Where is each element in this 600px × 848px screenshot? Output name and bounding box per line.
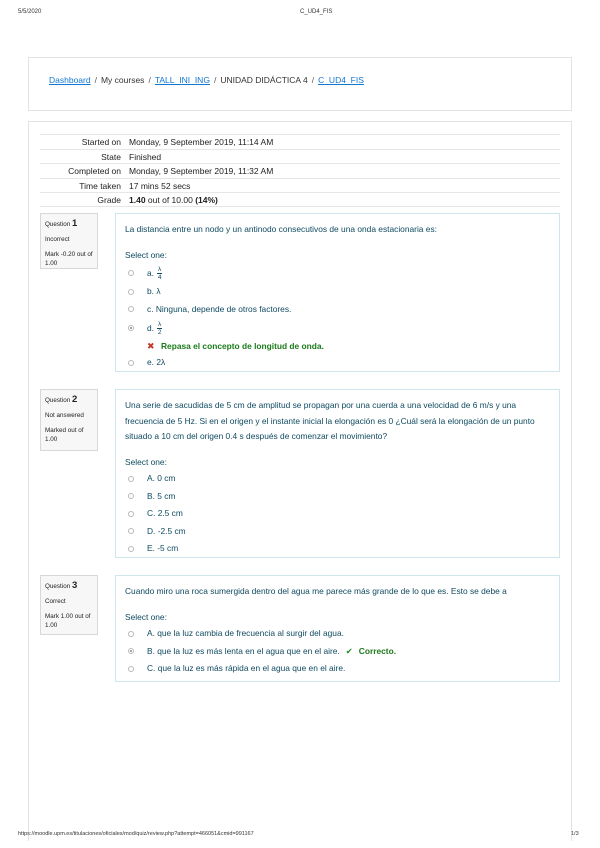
- radio-button-selected[interactable]: [128, 325, 134, 331]
- radio-button[interactable]: [128, 511, 134, 517]
- option-prefix: d.: [147, 323, 154, 334]
- question-label: Question: [45, 583, 71, 590]
- summary-row-started: [40, 134, 560, 149]
- summary-label: Started on: [81, 137, 121, 147]
- question-number-value: 3: [71, 580, 78, 591]
- option-text: D. -2.5 cm: [147, 525, 186, 536]
- question-mark: Mark -0.20 out of 1.00: [45, 250, 93, 268]
- breadcrumb-separator: /: [213, 75, 217, 85]
- question-mark: Marked out of 1.00: [45, 426, 84, 444]
- select-one-prompt: Select one:: [125, 456, 167, 467]
- grade-out-of: out of 10.00: [147, 195, 193, 205]
- question-1-info: [40, 213, 98, 269]
- option-text: B. 5 cm: [147, 490, 176, 501]
- answer-option-a[interactable]: [125, 625, 550, 643]
- breadcrumb-separator: /: [148, 75, 151, 85]
- question-text: La distancia entre un nodo y un antinodo consecutivos de una onda estacionaria es:: [125, 224, 437, 234]
- option-text: C. 2.5 cm: [147, 508, 183, 519]
- question-2-content: [115, 389, 560, 558]
- radio-button[interactable]: [128, 306, 134, 312]
- radio-button[interactable]: [128, 289, 134, 295]
- summary-label: Time taken: [79, 180, 121, 191]
- answer-option-c[interactable]: [125, 660, 550, 678]
- fraction-denominator: 2: [157, 329, 162, 337]
- option-text: C. que la luz es más rápida en el agua que en el aire.: [147, 663, 346, 674]
- question-text: Cuando miro una roca sumergida dentro del agua me parece más grande de lo que es. Esto se debe a: [125, 586, 507, 596]
- radio-button[interactable]: [128, 476, 134, 482]
- option-text: λ: [156, 286, 161, 297]
- option-text: A. 0 cm: [147, 473, 176, 484]
- radio-button-selected[interactable]: [128, 648, 134, 654]
- question-number: [45, 393, 93, 407]
- answer-option-b[interactable]: [125, 643, 550, 661]
- select-one-prompt: Select one:: [125, 249, 167, 260]
- fraction-lambda-over-2: [157, 321, 162, 336]
- question-state: Correct: [45, 597, 66, 605]
- answer-option-d[interactable]: [125, 523, 550, 541]
- question-state: Incorrect: [45, 235, 70, 243]
- answer-feedback: [125, 338, 550, 354]
- question-label: Question: [45, 397, 71, 404]
- breadcrumb-quiz-link[interactable]: C_UD4_FIS: [318, 75, 364, 85]
- summary-value: Finished: [129, 151, 162, 162]
- answer-option-e[interactable]: [125, 354, 550, 372]
- radio-button[interactable]: [128, 666, 134, 672]
- print-url: https://moodle.upm.es/titulaciones/oficiales/mod/quiz/review.php?attempt=466051&cmid=991167: [18, 831, 254, 837]
- radio-button[interactable]: [128, 270, 134, 276]
- option-text: B. que la luz es más lenta en el agua que en el aire.: [147, 645, 340, 656]
- radio-button[interactable]: [128, 631, 134, 637]
- feedback-text: Correcto.: [358, 645, 397, 656]
- option-text: 2λ: [156, 357, 166, 368]
- breadcrumb-separator: /: [94, 75, 97, 85]
- breadcrumb-course-link[interactable]: TALL_INI_ING: [154, 75, 210, 85]
- answer-option-d[interactable]: [125, 318, 550, 338]
- summary-value: 17 mins 52 secs: [129, 180, 191, 191]
- grade-percent: (14%): [195, 195, 218, 205]
- correct-check-icon: ✔: [345, 645, 353, 656]
- answer-option-c[interactable]: [125, 505, 550, 523]
- breadcrumb-separator: /: [311, 75, 315, 85]
- breadcrumb-unit: UNIDAD DIDÁCTICA 4: [220, 75, 308, 85]
- answer-option-c[interactable]: [125, 301, 550, 319]
- select-one-prompt: Select one:: [125, 611, 167, 622]
- fraction-denominator: 4: [157, 274, 162, 282]
- option-prefix: a.: [147, 268, 154, 279]
- question-label: Question: [45, 221, 71, 228]
- question-text: Una serie de sacudidas de 5 cm de amplitud se propagan por una cuerda a una velocidad de 6 m/s y una frecuencia de 5 Hz. Si en el origen y el instante inicial la elongación es 0 ¿Cuál será la elongación de un punto situado a 10 cm del origen 0.4 s después de comenzar el movimiento?: [125, 400, 535, 442]
- answer-option-a[interactable]: [125, 263, 550, 283]
- summary-value: Monday, 9 September 2019, 11:32 AM: [129, 166, 274, 176]
- question-number-value: 2: [71, 394, 78, 405]
- answer-option-b[interactable]: [125, 283, 550, 301]
- question-number: [45, 217, 93, 231]
- question-number: [45, 579, 93, 593]
- radio-button[interactable]: [128, 493, 134, 499]
- summary-value: Monday, 9 September 2019, 11:14 AM: [129, 137, 274, 147]
- grade-score: 1.40: [129, 195, 146, 205]
- question-3-content: [115, 575, 560, 682]
- summary-row-state: [40, 149, 560, 164]
- breadcrumb-dashboard-link[interactable]: Dashboard: [49, 75, 91, 85]
- breadcrumb: [49, 75, 364, 85]
- grade-value: [129, 195, 218, 205]
- breadcrumb-my-courses[interactable]: My courses: [100, 75, 145, 85]
- summary-label: Completed on: [68, 166, 121, 176]
- question-1-content: [115, 213, 560, 372]
- radio-button[interactable]: [128, 360, 134, 366]
- print-page-number: 1/3: [571, 831, 579, 837]
- question-state: Not answered: [45, 411, 84, 419]
- question-number-value: 1: [71, 218, 78, 229]
- option-text: A. que la luz cambia de frecuencia al surgir del agua.: [147, 628, 344, 639]
- option-prefix: c.: [147, 303, 154, 314]
- option-text: Ninguna, depende de otros factores.: [155, 303, 292, 314]
- incorrect-x-icon: ✖: [147, 341, 155, 352]
- print-title: C_UD4_FIS: [300, 9, 333, 15]
- option-prefix: e.: [147, 357, 154, 368]
- radio-button[interactable]: [128, 546, 134, 552]
- fraction-lambda-over-4: [157, 266, 162, 281]
- fraction-numerator: λ: [158, 321, 162, 329]
- question-3-info: [40, 575, 98, 635]
- answer-option-a[interactable]: [125, 470, 550, 488]
- summary-row-completed: [40, 163, 560, 178]
- attempt-summary-table: [40, 134, 560, 207]
- summary-row-time-taken: [40, 178, 560, 193]
- option-prefix: b.: [147, 286, 154, 297]
- question-2-info: [40, 389, 98, 451]
- summary-row-grade: [40, 192, 560, 207]
- question-mark: Mark 1.00 out of 1.00: [45, 612, 91, 630]
- answer-option-e[interactable]: [125, 540, 550, 558]
- breadcrumb-container: [28, 57, 572, 111]
- option-text: E. -5 cm: [147, 543, 179, 554]
- summary-label: Grade: [97, 195, 121, 205]
- print-date: 5/5/2020: [18, 9, 42, 15]
- feedback-text: Repasa el concepto de longitud de onda.: [161, 341, 324, 352]
- radio-button[interactable]: [128, 528, 134, 534]
- fraction-numerator: λ: [158, 266, 162, 274]
- summary-label: State: [101, 151, 121, 162]
- answer-option-b[interactable]: [125, 488, 550, 506]
